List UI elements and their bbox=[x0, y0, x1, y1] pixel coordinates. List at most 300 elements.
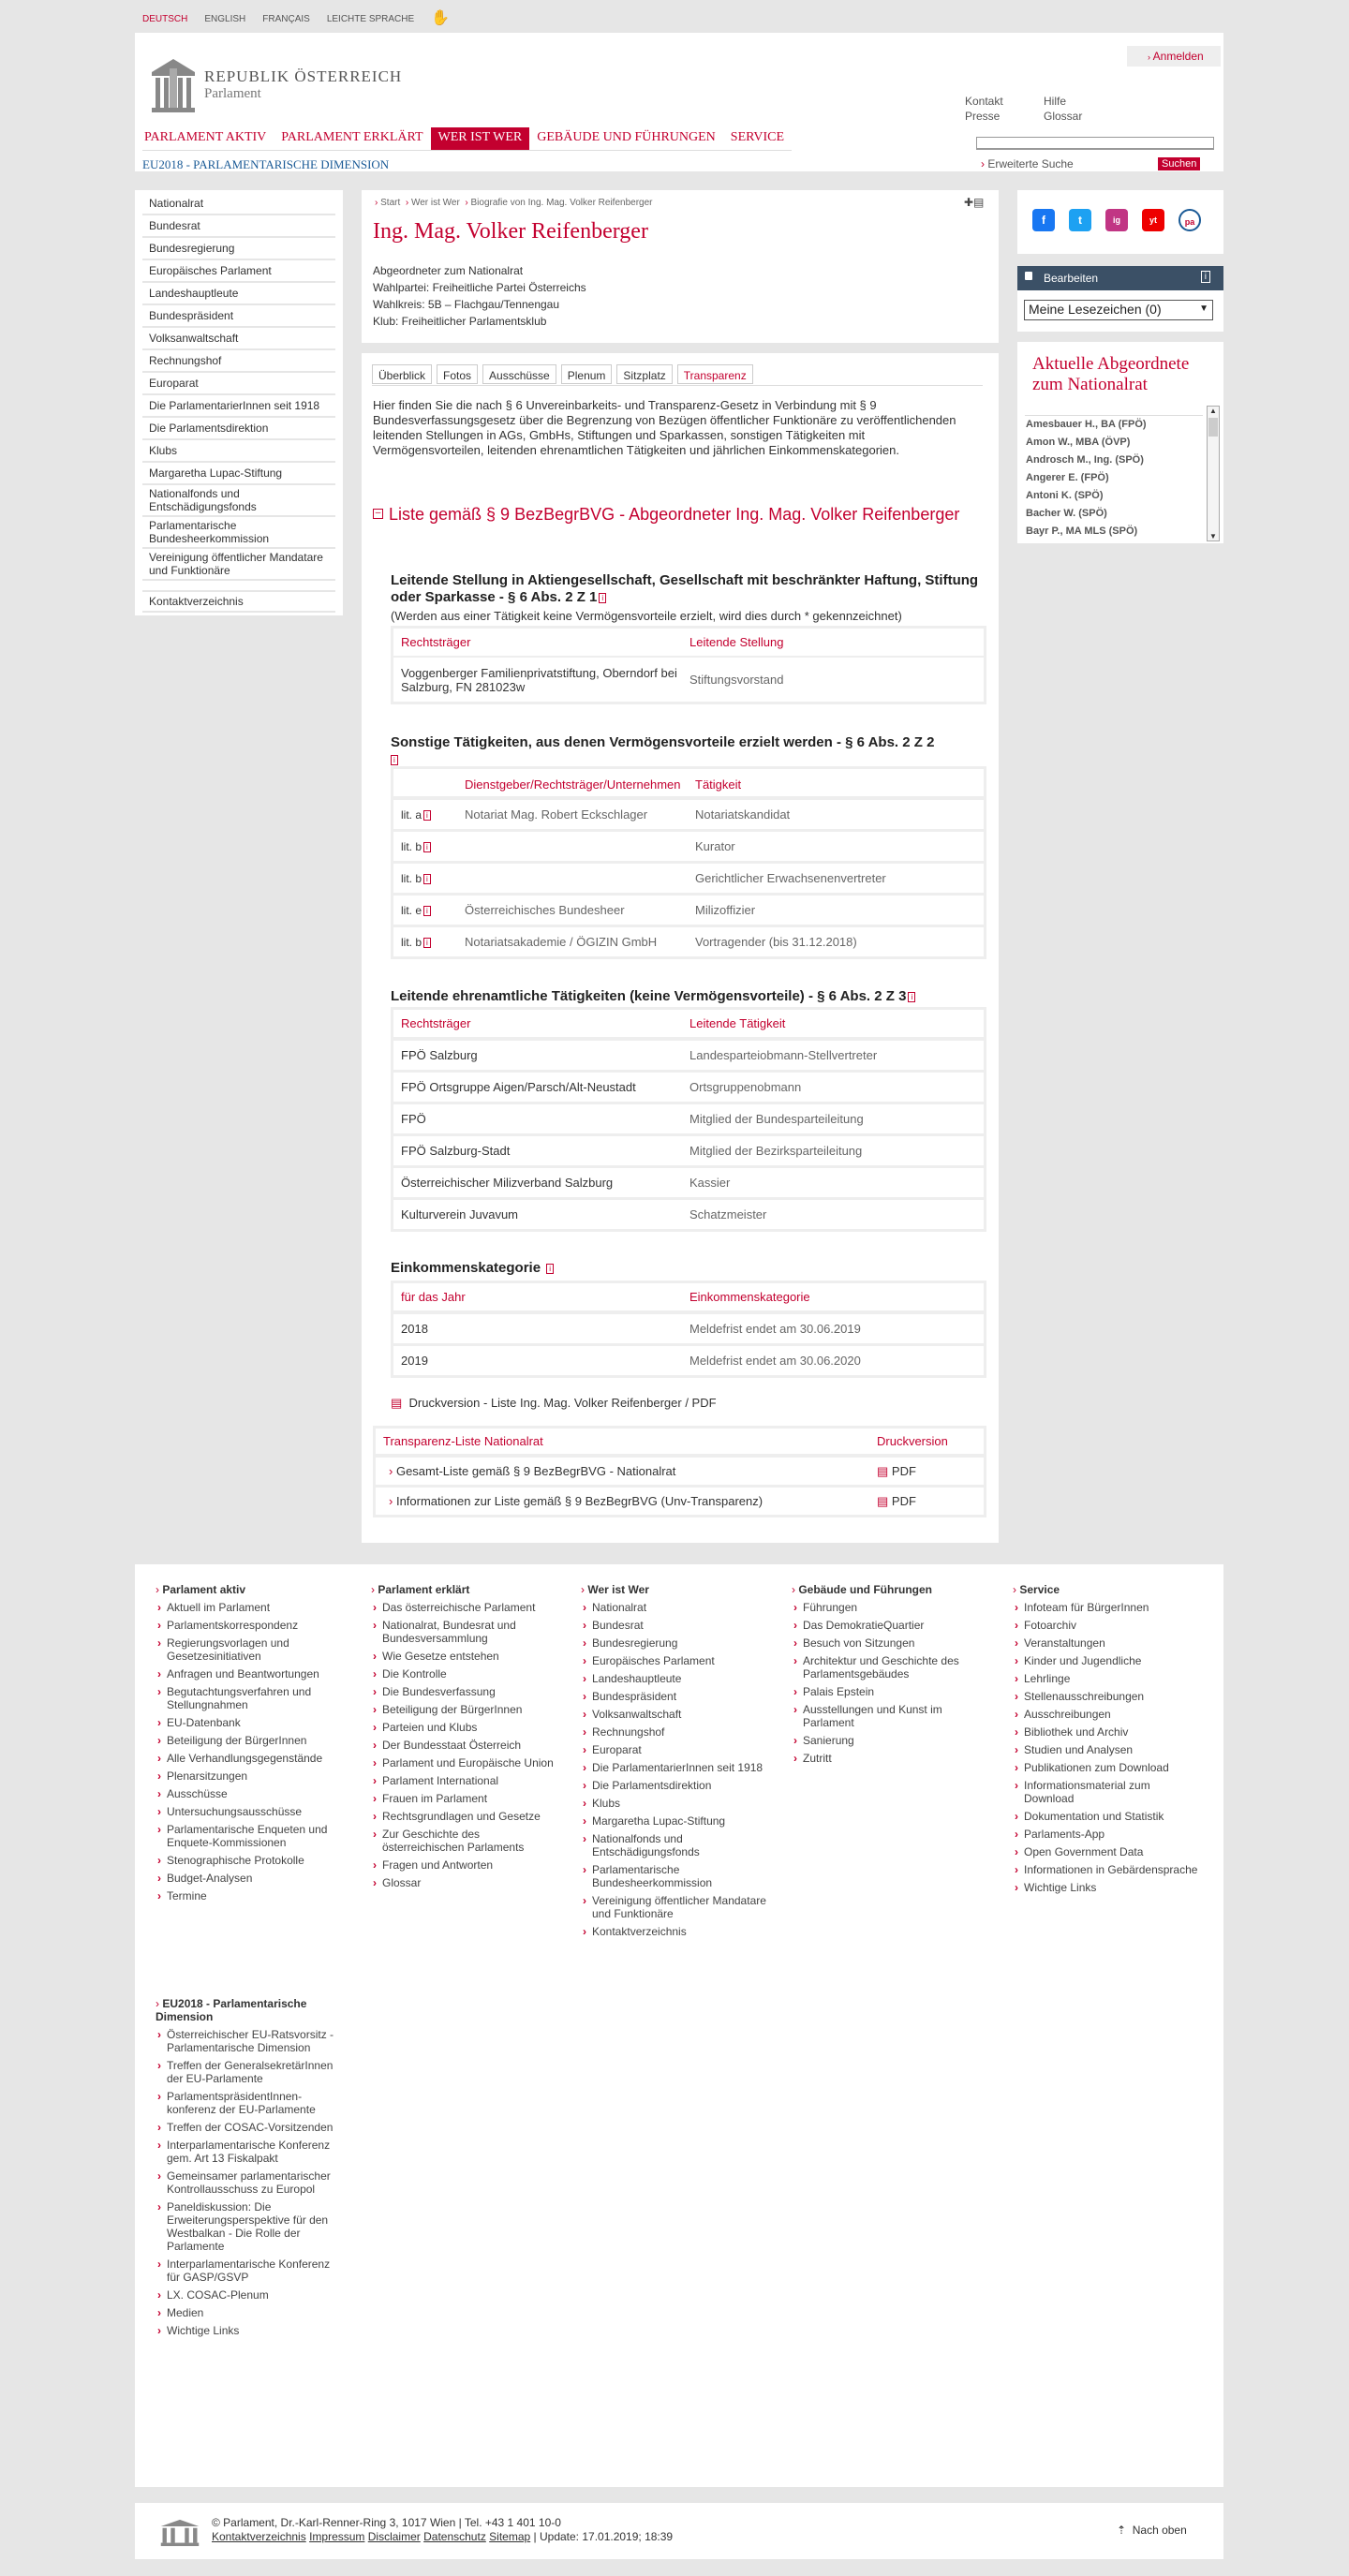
footer-link[interactable]: › Paneldiskussion: Die Erweiterungsperspektive für den Westbalkan - Die Rolle der Parlamente bbox=[156, 2200, 343, 2253]
info-icon[interactable]: i bbox=[423, 874, 431, 884]
col-header: Tätigkeit bbox=[695, 777, 742, 792]
sidebar-item[interactable]: Margaretha Lupac-Stiftung bbox=[142, 463, 335, 485]
info-small-icon[interactable]: i bbox=[1201, 271, 1210, 283]
footer-heading[interactable]: Parlament aktiv bbox=[162, 1583, 246, 1596]
nav-gebaeude[interactable]: GEBÄUDE UND FÜHRUNGEN bbox=[537, 130, 716, 144]
footer-link[interactable]: › Bibliothek und Archiv bbox=[1013, 1725, 1200, 1739]
table-row bbox=[393, 1133, 984, 1165]
footer-link[interactable]: › Interparlamentarische Konferenz für GASP/GSVP bbox=[156, 2258, 343, 2284]
person-club: Klub: Freiheitlicher Parlamentsklub bbox=[373, 315, 547, 328]
footer-link[interactable]: › LX. COSAC-Plenum bbox=[156, 2288, 343, 2302]
tabs bbox=[372, 364, 753, 384]
twitter-icon[interactable]: t bbox=[1069, 209, 1091, 231]
footer-link[interactable]: › Parlament International bbox=[371, 1774, 558, 1787]
footer-link[interactable]: › Dokumentation und Statistik bbox=[1013, 1810, 1200, 1823]
footer-link[interactable]: › EU-Datenbank bbox=[156, 1716, 343, 1729]
footer-link[interactable]: › Besuch von Sitzungen bbox=[792, 1636, 979, 1650]
section-heading bbox=[391, 572, 981, 606]
table-cell: Landesparteiobmann-Stellvertreter bbox=[689, 1048, 878, 1062]
scroll-up-icon[interactable]: ▲ bbox=[1209, 407, 1217, 415]
footer-link[interactable]: › Treffen der GeneralsekretärInnen der EU-Parlamente bbox=[156, 2059, 343, 2085]
footer-link[interactable]: › Kontaktverzeichnis bbox=[581, 1925, 768, 1938]
edit-icon bbox=[1025, 272, 1032, 280]
footer-link[interactable]: › Informationen in Gebärdensprache bbox=[1013, 1863, 1200, 1876]
footer-link[interactable]: › Publikationen zum Download bbox=[1013, 1761, 1200, 1774]
link-glossar[interactable]: Glossar bbox=[1044, 110, 1083, 123]
footer-info bbox=[212, 2516, 673, 2544]
section-title: Leitende ehrenamtliche Tätigkeiten (keine Vermögensvorteile) - § 6 Abs. 2 Z 3 bbox=[391, 988, 907, 1004]
pdf-icon: ▤ bbox=[391, 1396, 403, 1410]
info-icon[interactable]: i bbox=[599, 593, 606, 603]
edit-label: Bearbeiten bbox=[1044, 272, 1099, 285]
footer-link[interactable]: › Das DemokratieQuartier bbox=[792, 1619, 979, 1632]
footer-heading[interactable]: Gebäude und Führungen bbox=[798, 1583, 933, 1596]
col-header: für das Jahr bbox=[401, 1290, 466, 1304]
sidebar-item[interactable]: Nationalfonds und Entschädigungsfonds bbox=[142, 485, 335, 517]
footer-col bbox=[581, 1583, 768, 1943]
section-title: Sonstige Tätigkeiten, aus denen Vermögensvorteile erzielt werden - § 6 Abs. 2 Z 2 bbox=[391, 734, 935, 750]
tab-divider bbox=[372, 385, 983, 386]
table-cell: Kulturverein Juvavum bbox=[401, 1207, 518, 1221]
logo-title: REPUBLIK ÖSTERREICH bbox=[204, 67, 403, 85]
footer-link[interactable]: Datenschutz bbox=[423, 2530, 486, 2543]
bookmarks-select[interactable] bbox=[1024, 300, 1213, 320]
lit-label: lit. b bbox=[401, 935, 422, 949]
table-row bbox=[376, 1455, 984, 1485]
footer-link[interactable]: › Österreichischer EU-Ratsvorsitz - Parlamentarische Dimension bbox=[156, 2028, 343, 2054]
footer-col bbox=[371, 1583, 558, 1894]
footer-link[interactable]: › Ausschüsse bbox=[156, 1787, 343, 1800]
nav-parlament-aktiv[interactable]: PARLAMENT AKTIV bbox=[144, 130, 267, 144]
table-cell: 2018 bbox=[401, 1322, 428, 1336]
youtube-icon[interactable]: yt bbox=[1142, 209, 1164, 231]
person-info bbox=[373, 262, 586, 330]
table-einkommen bbox=[391, 1281, 986, 1378]
footer-link[interactable]: › Fragen und Antworten bbox=[371, 1858, 558, 1872]
tab-ueberblick[interactable]: Überblick bbox=[372, 364, 432, 384]
table-cell: Österreichisches Bundesheer bbox=[465, 903, 625, 917]
footer-link[interactable]: Impressum bbox=[309, 2530, 365, 2543]
footer-link[interactable]: › Parlamentskorrespondenz bbox=[156, 1619, 343, 1632]
footer-link[interactable]: › Nationalrat, Bundesrat und Bundesversammlung bbox=[371, 1619, 558, 1645]
scroll-down-icon[interactable]: ▼ bbox=[1209, 532, 1217, 540]
sidebar-item[interactable]: Bundesrat bbox=[142, 215, 335, 238]
lang-fr[interactable]: FRANÇAIS bbox=[262, 14, 310, 24]
footer-link[interactable]: › Gemeinsamer parlamentarischer Kontrollausschuss zu Europol bbox=[156, 2169, 343, 2196]
table-row bbox=[393, 1343, 984, 1375]
sidebar-item[interactable]: Bundesregierung bbox=[142, 238, 335, 260]
facebook-icon[interactable]: f bbox=[1032, 209, 1055, 231]
crumb-current: Biografie von Ing. Mag. Volker Reifenberger bbox=[470, 198, 653, 208]
section-heading bbox=[391, 988, 986, 1005]
table-cell: Kurator bbox=[695, 839, 735, 853]
col-header: Druckversion bbox=[877, 1434, 948, 1448]
section-heading bbox=[391, 734, 986, 768]
sidebar-item[interactable]: Die ParlamentarierInnen seit 1918 bbox=[142, 395, 335, 418]
footer-link[interactable]: › Bundesregierung bbox=[581, 1636, 768, 1650]
footer-link[interactable]: › Die ParlamentarierInnen seit 1918 bbox=[581, 1761, 768, 1774]
table-row bbox=[393, 1197, 984, 1229]
col-header: Transparenz-Liste Nationalrat bbox=[383, 1434, 543, 1448]
footer-link[interactable]: › Begutachtungsverfahren und Stellungnahmen bbox=[156, 1685, 343, 1711]
info-icon[interactable]: i bbox=[908, 992, 915, 1002]
list-item[interactable]: Amon W., MBA (ÖVP) bbox=[1026, 437, 1131, 448]
sign-language-icon[interactable]: ✋ bbox=[431, 10, 451, 26]
list-toggle[interactable] bbox=[373, 504, 972, 525]
table-cell: Meldefrist endet am 30.06.2020 bbox=[689, 1354, 861, 1368]
bookmark-add-icon[interactable]: ✚▤ bbox=[964, 196, 985, 209]
person-party: Wahlpartei: Freiheitliche Partei Österreichs bbox=[373, 281, 586, 294]
footer-link[interactable]: › Stenographische Protokolle bbox=[156, 1854, 343, 1867]
chevron-right-icon: › bbox=[156, 1997, 163, 2010]
service-links bbox=[965, 95, 1119, 123]
footer-link[interactable]: › Bundespräsident bbox=[581, 1690, 768, 1703]
scroll-thumb[interactable] bbox=[1208, 418, 1218, 437]
footer-link[interactable]: › Rechnungshof bbox=[581, 1725, 768, 1739]
footer-link[interactable]: › Treffen der COSAC-Vorsitzenden bbox=[156, 2121, 343, 2134]
footer-heading[interactable]: Parlament erklärt bbox=[378, 1583, 470, 1596]
section-note: (Werden aus einer Tätigkeit keine Vermögensvorteile erzielt, wird dies durch * gekennzeichnet) bbox=[391, 609, 902, 623]
table-sonstige-taetigkeiten bbox=[391, 766, 986, 959]
table-row bbox=[393, 1102, 984, 1133]
lit-label: lit. b bbox=[401, 839, 422, 853]
footer-heading[interactable]: EU2018 - Parlamentarische Dimension bbox=[156, 1997, 307, 2023]
table-cell: Milizoffizier bbox=[695, 903, 756, 917]
info-icon[interactable]: i bbox=[423, 938, 431, 948]
sidebar-item[interactable]: Rechnungshof bbox=[142, 350, 335, 373]
footer-link[interactable]: › Rechtsgrundlagen und Gesetze bbox=[371, 1810, 558, 1823]
chevron-right-icon: › bbox=[371, 1583, 378, 1596]
pdf-download[interactable] bbox=[877, 1464, 916, 1479]
footer-link[interactable]: › Das österreichische Parlament bbox=[371, 1601, 558, 1614]
table-cell: Ortsgruppenobmann bbox=[689, 1080, 802, 1094]
footer-link[interactable]: › Budget-Analysen bbox=[156, 1872, 343, 1885]
sidebar-item[interactable]: Kontaktverzeichnis bbox=[142, 590, 335, 613]
footer-link[interactable]: › Wie Gesetze entstehen bbox=[371, 1650, 558, 1663]
section-title: Einkommenskategorie bbox=[391, 1260, 541, 1276]
col-header: Einkommenskategorie bbox=[689, 1290, 810, 1304]
breadcrumb-arrow-icon: › bbox=[405, 198, 409, 208]
footer-link[interactable]: › Margaretha Lupac-Stiftung bbox=[581, 1814, 768, 1828]
sidebar-item[interactable]: Bundespräsident bbox=[142, 305, 335, 328]
footer-link[interactable]: › Aktuell im Parlament bbox=[156, 1601, 343, 1614]
search-button[interactable]: Suchen bbox=[1158, 157, 1200, 170]
footer-link[interactable]: › Landeshauptleute bbox=[581, 1672, 768, 1685]
table-cell: FPÖ bbox=[401, 1112, 426, 1126]
pdf-icon: ▤ bbox=[877, 1493, 889, 1508]
tab-plenum[interactable]: Plenum bbox=[561, 364, 613, 384]
footer-link[interactable]: › Klubs bbox=[581, 1797, 768, 1810]
table-cell: FPÖ Salzburg bbox=[401, 1048, 478, 1062]
footer-link[interactable]: › Palais Epstein bbox=[792, 1685, 979, 1698]
footer-link[interactable]: › Europarat bbox=[581, 1743, 768, 1756]
footer-link[interactable]: › Der Bundesstaat Österreich bbox=[371, 1739, 558, 1752]
bookmarks-selected: Meine Lesezeichen (0) bbox=[1029, 302, 1162, 317]
intro-text: Hier finden Sie die nach § 6 Unvereinbarkeits- und Transparenz-Gesetz in Verbindung mit § 9 Bundesverfassungsgesetz über die Begrenzung von Bezügen öffentlicher Funktionäre zu veröffentlichenden leitenden Stellungen in AGs, GmbHs, Stiftungen und Sparkassen, sonstigen Tätigkeiten mit Vermögensvorteilen, leitenden ehrenamtlichen Tätigkeiten und jährlichen Einkommenskategorien. bbox=[373, 398, 956, 457]
footer-link[interactable]: › Informationsmaterial zum Download bbox=[1013, 1779, 1200, 1805]
footer-link[interactable]: › Vereinigung öffentlicher Mandatare und Funktionäre bbox=[581, 1894, 768, 1920]
footer-link[interactable]: › Termine bbox=[156, 1889, 343, 1902]
back-to-top[interactable] bbox=[1117, 2524, 1187, 2537]
nav-wer-ist-wer[interactable]: WER IST WER bbox=[431, 127, 530, 150]
instagram-icon[interactable]: ig bbox=[1105, 209, 1128, 231]
table-cell: Mitglied der Bundesparteileitung bbox=[689, 1112, 864, 1126]
pdf-label: PDF bbox=[891, 1463, 916, 1478]
footer-link[interactable]: Disclaimer bbox=[367, 2530, 421, 2543]
footer-link[interactable]: › Open Government Data bbox=[1013, 1845, 1200, 1858]
table-cell: Kassier bbox=[689, 1176, 731, 1190]
footer-link[interactable]: › Fotoarchiv bbox=[1013, 1619, 1200, 1632]
footer-link[interactable]: › Parlamentarische Bundesheerkommission bbox=[581, 1863, 768, 1889]
footer-link[interactable]: › Führungen bbox=[792, 1601, 979, 1614]
table-cell: Gerichtlicher Erwachsenenvertreter bbox=[695, 871, 886, 885]
table-row bbox=[393, 893, 984, 925]
logo-subtitle: Parlament bbox=[204, 85, 261, 101]
table-cell: FPÖ Salzburg-Stadt bbox=[401, 1144, 511, 1158]
copyright: © Parlament, Dr.-Karl-Renner-Ring 3, 1017 Wien | Tel. +43 1 401 10-0 bbox=[212, 2516, 561, 2529]
info-icon[interactable]: i bbox=[546, 1264, 554, 1274]
scrollbar[interactable] bbox=[1207, 406, 1220, 541]
footer-col bbox=[156, 1583, 343, 1907]
link-hilfe[interactable]: Hilfe bbox=[1044, 95, 1067, 108]
chevron-right-icon: › bbox=[389, 1464, 393, 1478]
footer-link[interactable]: › Wichtige Links bbox=[1013, 1881, 1200, 1894]
table-cell: Notariatskandidat bbox=[695, 807, 791, 822]
tab-ausschuesse[interactable]: Ausschüsse bbox=[482, 364, 556, 384]
footer-link[interactable]: › Ausschreibungen bbox=[1013, 1708, 1200, 1721]
footer-link[interactable]: › Glossar bbox=[371, 1876, 558, 1889]
tab-transparenz[interactable]: Transparenz bbox=[677, 364, 753, 384]
footer-link[interactable]: › ParlamentspräsidentInnen-konferenz der EU-Parlamente bbox=[156, 2090, 343, 2116]
chevron-down-icon: ▼ bbox=[1199, 303, 1208, 314]
list-item[interactable]: Bacher W. (SPÖ) bbox=[1026, 508, 1107, 519]
footer-link[interactable]: › Beteiligung der BürgerInnen bbox=[371, 1703, 558, 1716]
footer-link[interactable]: › Stellenausschreibungen bbox=[1013, 1690, 1200, 1703]
breadcrumb bbox=[375, 198, 652, 208]
person-district: Wahlkreis: 5B – Flachgau/Tennengau bbox=[373, 298, 560, 311]
table-row bbox=[393, 1311, 984, 1343]
list-item[interactable]: Amesbauer H., BA (FPÖ) bbox=[1026, 419, 1147, 430]
footer-heading[interactable]: Wer ist Wer bbox=[587, 1583, 649, 1596]
table-row bbox=[393, 1038, 984, 1070]
footer-link[interactable]: › Plenarsitzungen bbox=[156, 1769, 343, 1783]
table-cell: Meldefrist endet am 30.06.2019 bbox=[689, 1322, 861, 1336]
col-header: Leitende Tätigkeit bbox=[689, 1016, 786, 1030]
table-row bbox=[393, 861, 984, 893]
link-kontakt[interactable]: Kontakt bbox=[965, 95, 1003, 108]
table-row bbox=[393, 657, 984, 702]
info-icon[interactable]: i bbox=[423, 842, 431, 852]
sidebar-item[interactable]: Europarat bbox=[142, 373, 335, 395]
nav-parlament-erklaert[interactable]: PARLAMENT ERKLÄRT bbox=[281, 130, 423, 144]
logo[interactable] bbox=[150, 52, 402, 117]
footer-link[interactable]: › Kinder und Jugendliche bbox=[1013, 1654, 1200, 1667]
list-title: Liste gemäß § 9 BezBegrBVG - Abgeordneter Ing. Mag. Volker Reifenberger bbox=[389, 505, 960, 524]
sidebar-nav bbox=[135, 190, 343, 615]
pdf-download[interactable] bbox=[877, 1494, 916, 1509]
table-transparenz-liste bbox=[373, 1426, 986, 1517]
table-row bbox=[393, 797, 984, 829]
advanced-search-label: Erweiterte Suche bbox=[987, 157, 1074, 170]
login-label: Anmelden bbox=[1152, 50, 1204, 63]
table-cell: Vortragender (bis 31.12.2018) bbox=[695, 935, 857, 949]
sidebar-item[interactable]: Klubs bbox=[142, 440, 335, 463]
section-heading bbox=[391, 1260, 554, 1277]
advanced-search-link[interactable] bbox=[981, 157, 1074, 170]
footer-link[interactable]: › Frauen im Parlament bbox=[371, 1792, 558, 1805]
col-header: Rechtsträger bbox=[401, 635, 471, 649]
table-leitende-stellung bbox=[391, 626, 986, 704]
footer-link[interactable]: › Europäisches Parlament bbox=[581, 1654, 768, 1667]
list-item[interactable]: Androsch M., Ing. (SPÖ) bbox=[1026, 454, 1144, 466]
footer-link[interactable]: › Studien und Analysen bbox=[1013, 1743, 1200, 1756]
link-presse[interactable]: Presse bbox=[965, 110, 1001, 123]
footer-link[interactable]: › Nationalrat bbox=[581, 1601, 768, 1614]
abgeordnete-list bbox=[1025, 415, 1203, 541]
footer-link[interactable]: › Infoteam für BürgerInnen bbox=[1013, 1601, 1200, 1614]
footer-col bbox=[792, 1583, 979, 1769]
list-item[interactable]: Angerer E. (FPÖ) bbox=[1026, 472, 1109, 483]
footer-link[interactable]: › Die Bundesverfassung bbox=[371, 1685, 558, 1698]
nav-service[interactable]: SERVICE bbox=[730, 130, 785, 144]
chevron-right-icon: › bbox=[1013, 1583, 1020, 1596]
breadcrumb-arrow-icon: › bbox=[375, 198, 378, 208]
table-row bbox=[376, 1485, 984, 1515]
lang-en[interactable]: ENGLISH bbox=[204, 14, 246, 24]
informationen-link[interactable]: Informationen zur Liste gemäß § 9 BezBegrBVG (Unv-Transparenz) bbox=[395, 1494, 763, 1508]
abgeordnete-title: Aktuelle Abgeordnete zum Nationalrat bbox=[1032, 354, 1190, 394]
pdf-label: PDF bbox=[891, 1493, 916, 1508]
back-to-top-label: Nach oben bbox=[1132, 2524, 1187, 2537]
edit-header[interactable] bbox=[1017, 266, 1223, 290]
sidebar-item[interactable]: Die Parlamentsdirektion bbox=[142, 418, 335, 440]
print-label: Druckversion - Liste Ing. Mag. Volker Reifenberger / PDF bbox=[408, 1396, 717, 1410]
table-cell: Voggenberger Familienprivatstiftung, Oberndorf bei Salzburg, FN 281023w bbox=[401, 665, 677, 694]
col-header: Leitende Stellung bbox=[689, 635, 784, 649]
info-icon[interactable]: i bbox=[423, 810, 431, 821]
login-arrow-icon: › bbox=[1148, 52, 1150, 62]
login-button[interactable] bbox=[1127, 46, 1221, 67]
chevron-right-icon: › bbox=[792, 1583, 799, 1596]
footer-link[interactable]: › Beteiligung der BürgerInnen bbox=[156, 1734, 343, 1747]
lang-de[interactable]: DEUTSCH bbox=[142, 14, 188, 24]
sidebar-item[interactable]: Vereinigung öffentlicher Mandatare und Funktionäre bbox=[142, 549, 335, 581]
nav-eu2018[interactable]: EU2018 - PARLAMENTARISCHE DIMENSION bbox=[142, 157, 390, 171]
list-item[interactable]: Bayr P., MA MLS (SPÖ) bbox=[1026, 526, 1138, 537]
footer-link[interactable]: › Zur Geschichte des österreichischen Parlaments bbox=[371, 1828, 558, 1854]
sidebar-item[interactable]: Volksanwaltschaft bbox=[142, 328, 335, 350]
table-cell: Schatzmeister bbox=[689, 1207, 767, 1221]
table-cell: Mitglied der Bezirksparteileitung bbox=[689, 1144, 863, 1158]
footer-link[interactable]: › Zutritt bbox=[792, 1752, 979, 1765]
collapse-icon: – bbox=[373, 509, 383, 519]
col-header: Dienstgeber/Rechtsträger/Unternehmen bbox=[465, 777, 681, 792]
person-role: Abgeordneter zum Nationalrat bbox=[373, 264, 524, 277]
footer-col bbox=[156, 1997, 343, 2342]
sidebar-item[interactable]: Europäisches Parlament bbox=[142, 260, 335, 283]
footer-link[interactable]: › Lehrlinge bbox=[1013, 1672, 1200, 1685]
pdf-icon: ▤ bbox=[877, 1463, 889, 1478]
footer-link[interactable]: › Anfragen und Beantwortungen bbox=[156, 1667, 343, 1680]
parlament-app-icon[interactable]: pa bbox=[1179, 209, 1201, 231]
info-icon[interactable]: i bbox=[391, 755, 398, 765]
footer-link[interactable]: › Regierungsvorlagen und Gesetzesinitiativen bbox=[156, 1636, 343, 1663]
table-ehrenamtlich bbox=[391, 1007, 986, 1232]
footer-link[interactable]: › Interparlamentarische Konferenz gem. Art 13 Fiskalpakt bbox=[156, 2139, 343, 2165]
footer-link[interactable]: › Untersuchungsausschüsse bbox=[156, 1805, 343, 1818]
main-nav bbox=[142, 127, 792, 151]
footer-link[interactable]: › Die Parlamentsdirektion bbox=[581, 1779, 768, 1792]
sidebar-item[interactable]: Landeshauptleute bbox=[142, 283, 335, 305]
footer-link[interactable]: › Veranstaltungen bbox=[1013, 1636, 1200, 1650]
table-cell: FPÖ Ortsgruppe Aigen/Parsch/Alt-Neustadt bbox=[401, 1080, 636, 1094]
lit-label: lit. b bbox=[401, 871, 422, 885]
parliament-logo-icon bbox=[150, 52, 197, 117]
footer-link[interactable]: › Parlament und Europäische Union bbox=[371, 1756, 558, 1769]
footer-link[interactable]: › Volksanwaltschaft bbox=[581, 1708, 768, 1721]
table-row bbox=[393, 1165, 984, 1197]
table-row bbox=[393, 1070, 984, 1102]
gesamt-liste-link[interactable]: Gesamt-Liste gemäß § 9 BezBegrBVG - Nationalrat bbox=[395, 1464, 676, 1478]
parliament-small-logo-icon bbox=[159, 2518, 200, 2548]
table-row bbox=[393, 829, 984, 861]
section-title: Leitende Stellung in Aktiengesellschaft, Gesellschaft mit beschränkter Haftung, Stiftung oder Sparkasse - § 6 Abs. 2 Z 1 bbox=[391, 572, 979, 605]
crumb-start[interactable]: Start bbox=[380, 198, 401, 208]
footer-link[interactable]: › Medien bbox=[156, 2306, 343, 2319]
sidebar-item[interactable]: Nationalrat bbox=[142, 193, 335, 215]
list-item[interactable]: Antoni K. (SPÖ) bbox=[1026, 490, 1104, 501]
footer-link[interactable]: › Parlaments-App bbox=[1013, 1828, 1200, 1841]
search-input[interactable] bbox=[976, 137, 1214, 150]
footer-link[interactable]: › Parlamentarische Enqueten und Enquete-Kommissionen bbox=[156, 1823, 343, 1849]
table-cell: Österreichischer Milizverband Salzburg bbox=[401, 1176, 614, 1190]
footer-link[interactable]: › Die Kontrolle bbox=[371, 1667, 558, 1680]
tab-sitzplatz[interactable]: Sitzplatz bbox=[616, 364, 672, 384]
info-icon[interactable]: i bbox=[423, 906, 431, 916]
footer-link[interactable]: › Parteien und Klubs bbox=[371, 1721, 558, 1734]
footer-link[interactable]: › Bundesrat bbox=[581, 1619, 768, 1632]
chevron-right-icon: › bbox=[156, 1583, 163, 1596]
lit-label: lit. a bbox=[401, 807, 422, 822]
chevron-right-icon: › bbox=[389, 1494, 393, 1508]
sidebar-item[interactable]: Parlamentarische Bundesheerkommission bbox=[142, 517, 335, 549]
footer-link[interactable]: Sitemap bbox=[489, 2530, 531, 2543]
print-link[interactable] bbox=[391, 1396, 717, 1411]
footer-link[interactable]: Kontaktverzeichnis bbox=[212, 2530, 306, 2543]
footer-link[interactable]: › Sanierung bbox=[792, 1734, 979, 1747]
lit-label: lit. e bbox=[401, 903, 422, 917]
table-cell: 2019 bbox=[401, 1354, 428, 1368]
page-title: Ing. Mag. Volker Reifenberger bbox=[373, 219, 648, 244]
table-cell: Notariat Mag. Robert Eckschlager bbox=[465, 807, 648, 822]
chevron-right-icon: › bbox=[981, 157, 985, 170]
update-stamp: | Update: 17.01.2019; 18:39 bbox=[533, 2530, 674, 2543]
footer-heading[interactable]: Service bbox=[1019, 1583, 1060, 1596]
footer-link[interactable]: › Wichtige Links bbox=[156, 2324, 343, 2337]
table-row bbox=[393, 925, 984, 956]
col-header: Rechtsträger bbox=[401, 1016, 471, 1030]
footer-link[interactable]: › Ausstellungen und Kunst im Parlament bbox=[792, 1703, 979, 1729]
lang-easy[interactable]: LEICHTE SPRACHE bbox=[326, 14, 415, 24]
crumb-wer-ist-wer[interactable]: Wer ist Wer bbox=[410, 198, 460, 208]
footer-link[interactable]: › Architektur und Geschichte des Parlamentsgebäudes bbox=[792, 1654, 979, 1680]
tab-fotos[interactable]: Fotos bbox=[437, 364, 478, 384]
chevron-right-icon: › bbox=[581, 1583, 588, 1596]
footer-link[interactable]: › Alle Verhandlungsgegenstände bbox=[156, 1752, 343, 1765]
language-bar bbox=[142, 10, 451, 26]
table-cell: Notariatsakademie / ÖGIZIN GmbH bbox=[465, 935, 658, 949]
footer-link[interactable]: › Nationalfonds und Entschädigungsfonds bbox=[581, 1832, 768, 1858]
